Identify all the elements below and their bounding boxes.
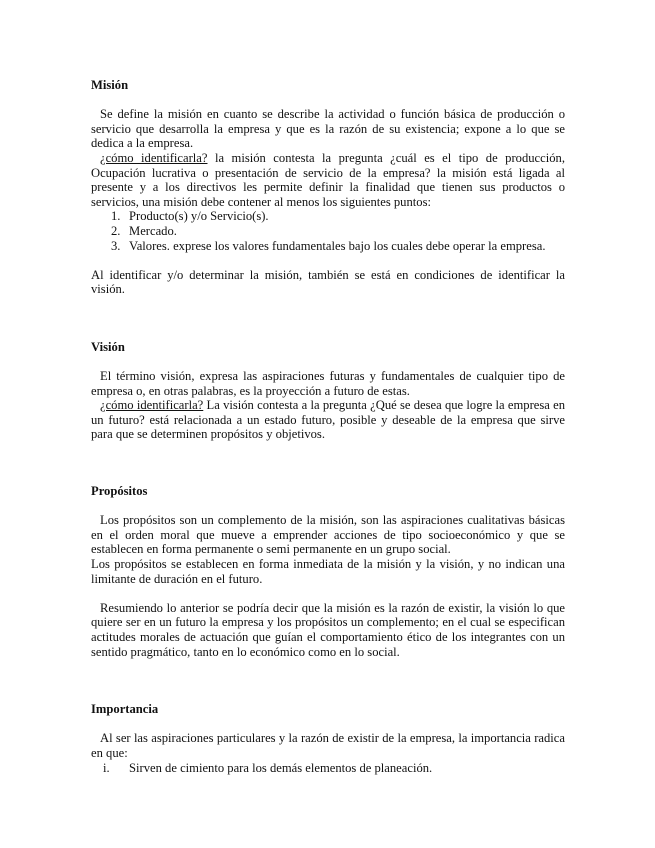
section-title-propositos: Propósitos — [91, 484, 148, 499]
list-item — [91, 761, 565, 776]
mision-question-link[interactable]: ¿cómo identificarla? — [100, 150, 208, 165]
list-number: i. — [103, 760, 110, 775]
document-content — [91, 78, 565, 775]
section-title-importancia: Importancia — [91, 702, 159, 717]
vision-paragraph-2-text: La visión contesta a la pregunta ¿Qué se desea que logre la empresa en un futuro? está relacionada a un estado futuro, posible y deseable de la empresa que sirve para que se determinen propósitos y objetivos. — [91, 398, 565, 442]
mision-list — [91, 209, 565, 253]
list-text: Producto(s) y/o Servicio(s). — [129, 209, 269, 224]
vision-question-link[interactable]: ¿cómo identificarla? — [100, 398, 204, 413]
list-number: 1. — [111, 209, 121, 224]
importancia-list — [91, 761, 565, 776]
list-number: 3. — [111, 238, 121, 253]
list-text: Mercado. — [129, 223, 177, 238]
propositos-paragraph-3: Resumiendo lo anterior se podría decir que la misión es la razón de existir, la visión lo que quiere ser en un futuro la empresa y los propósitos un complemento; en el cual se especifican actitudes morales de actuación que guían el comportamiento ético de los integrantes con un sentido pragmático, tanto en lo económico como en lo social. — [91, 600, 565, 659]
section-title-mision: Misión — [91, 78, 129, 92]
list-text: Sirven de cimiento para los demás elementos de planeación. — [129, 760, 433, 775]
importancia-paragraph-1: Al ser las aspiraciones particulares y la razón de existir de la empresa, la importancia radica en que: — [91, 731, 565, 760]
mision-paragraph-2-text: la misión contesta la pregunta ¿cuál es el tipo de producción, Ocupación lucrativa o presentación de servicio de la empresa? la misión está ligada al presente y a los directivos les permite definir la finalidad que tienen sus productos o servicios, una misión debe contener al menos los siguientes puntos: — [91, 150, 565, 209]
propositos-paragraph-1: Los propósitos son un complemento de la misión, son las aspiraciones cualitativas básicas en el orden moral que mueve a emprender acciones de tipo socioeconómico y que se establecen en forma permanente o semi permanente en un grupo social. — [91, 513, 565, 557]
list-item — [91, 224, 565, 239]
mision-paragraph-2 — [91, 151, 565, 209]
list-item — [91, 239, 565, 254]
section-title-vision: Visión — [91, 339, 125, 354]
mision-paragraph-3: Al identificar y/o determinar la misión, también se está en condiciones de identificar la visión. — [91, 267, 565, 297]
propositos-paragraph-2: Los propósitos se establecen en forma inmediata de la misión y la visión, y no indican una limitante de duración en el futuro. — [91, 557, 565, 586]
list-number: 2. — [111, 223, 121, 238]
mision-paragraph-1: Se define la misión en cuanto se describe la actividad o función básica de producción o servicio que desarrolla la empresa y que es la razón de su existencia; expone a lo que se dedica a la empresa. — [91, 107, 565, 151]
vision-paragraph-2 — [91, 398, 565, 442]
list-text: Valores. exprese los valores fundamentales bajo los cuales debe operar la empresa. — [129, 238, 546, 253]
list-item — [91, 209, 565, 224]
vision-paragraph-1: El término visión, expresa las aspiraciones futuras y fundamentales de cualquier tipo de empresa o, en otras palabras, es la proyección a futuro de estas. — [91, 369, 565, 398]
